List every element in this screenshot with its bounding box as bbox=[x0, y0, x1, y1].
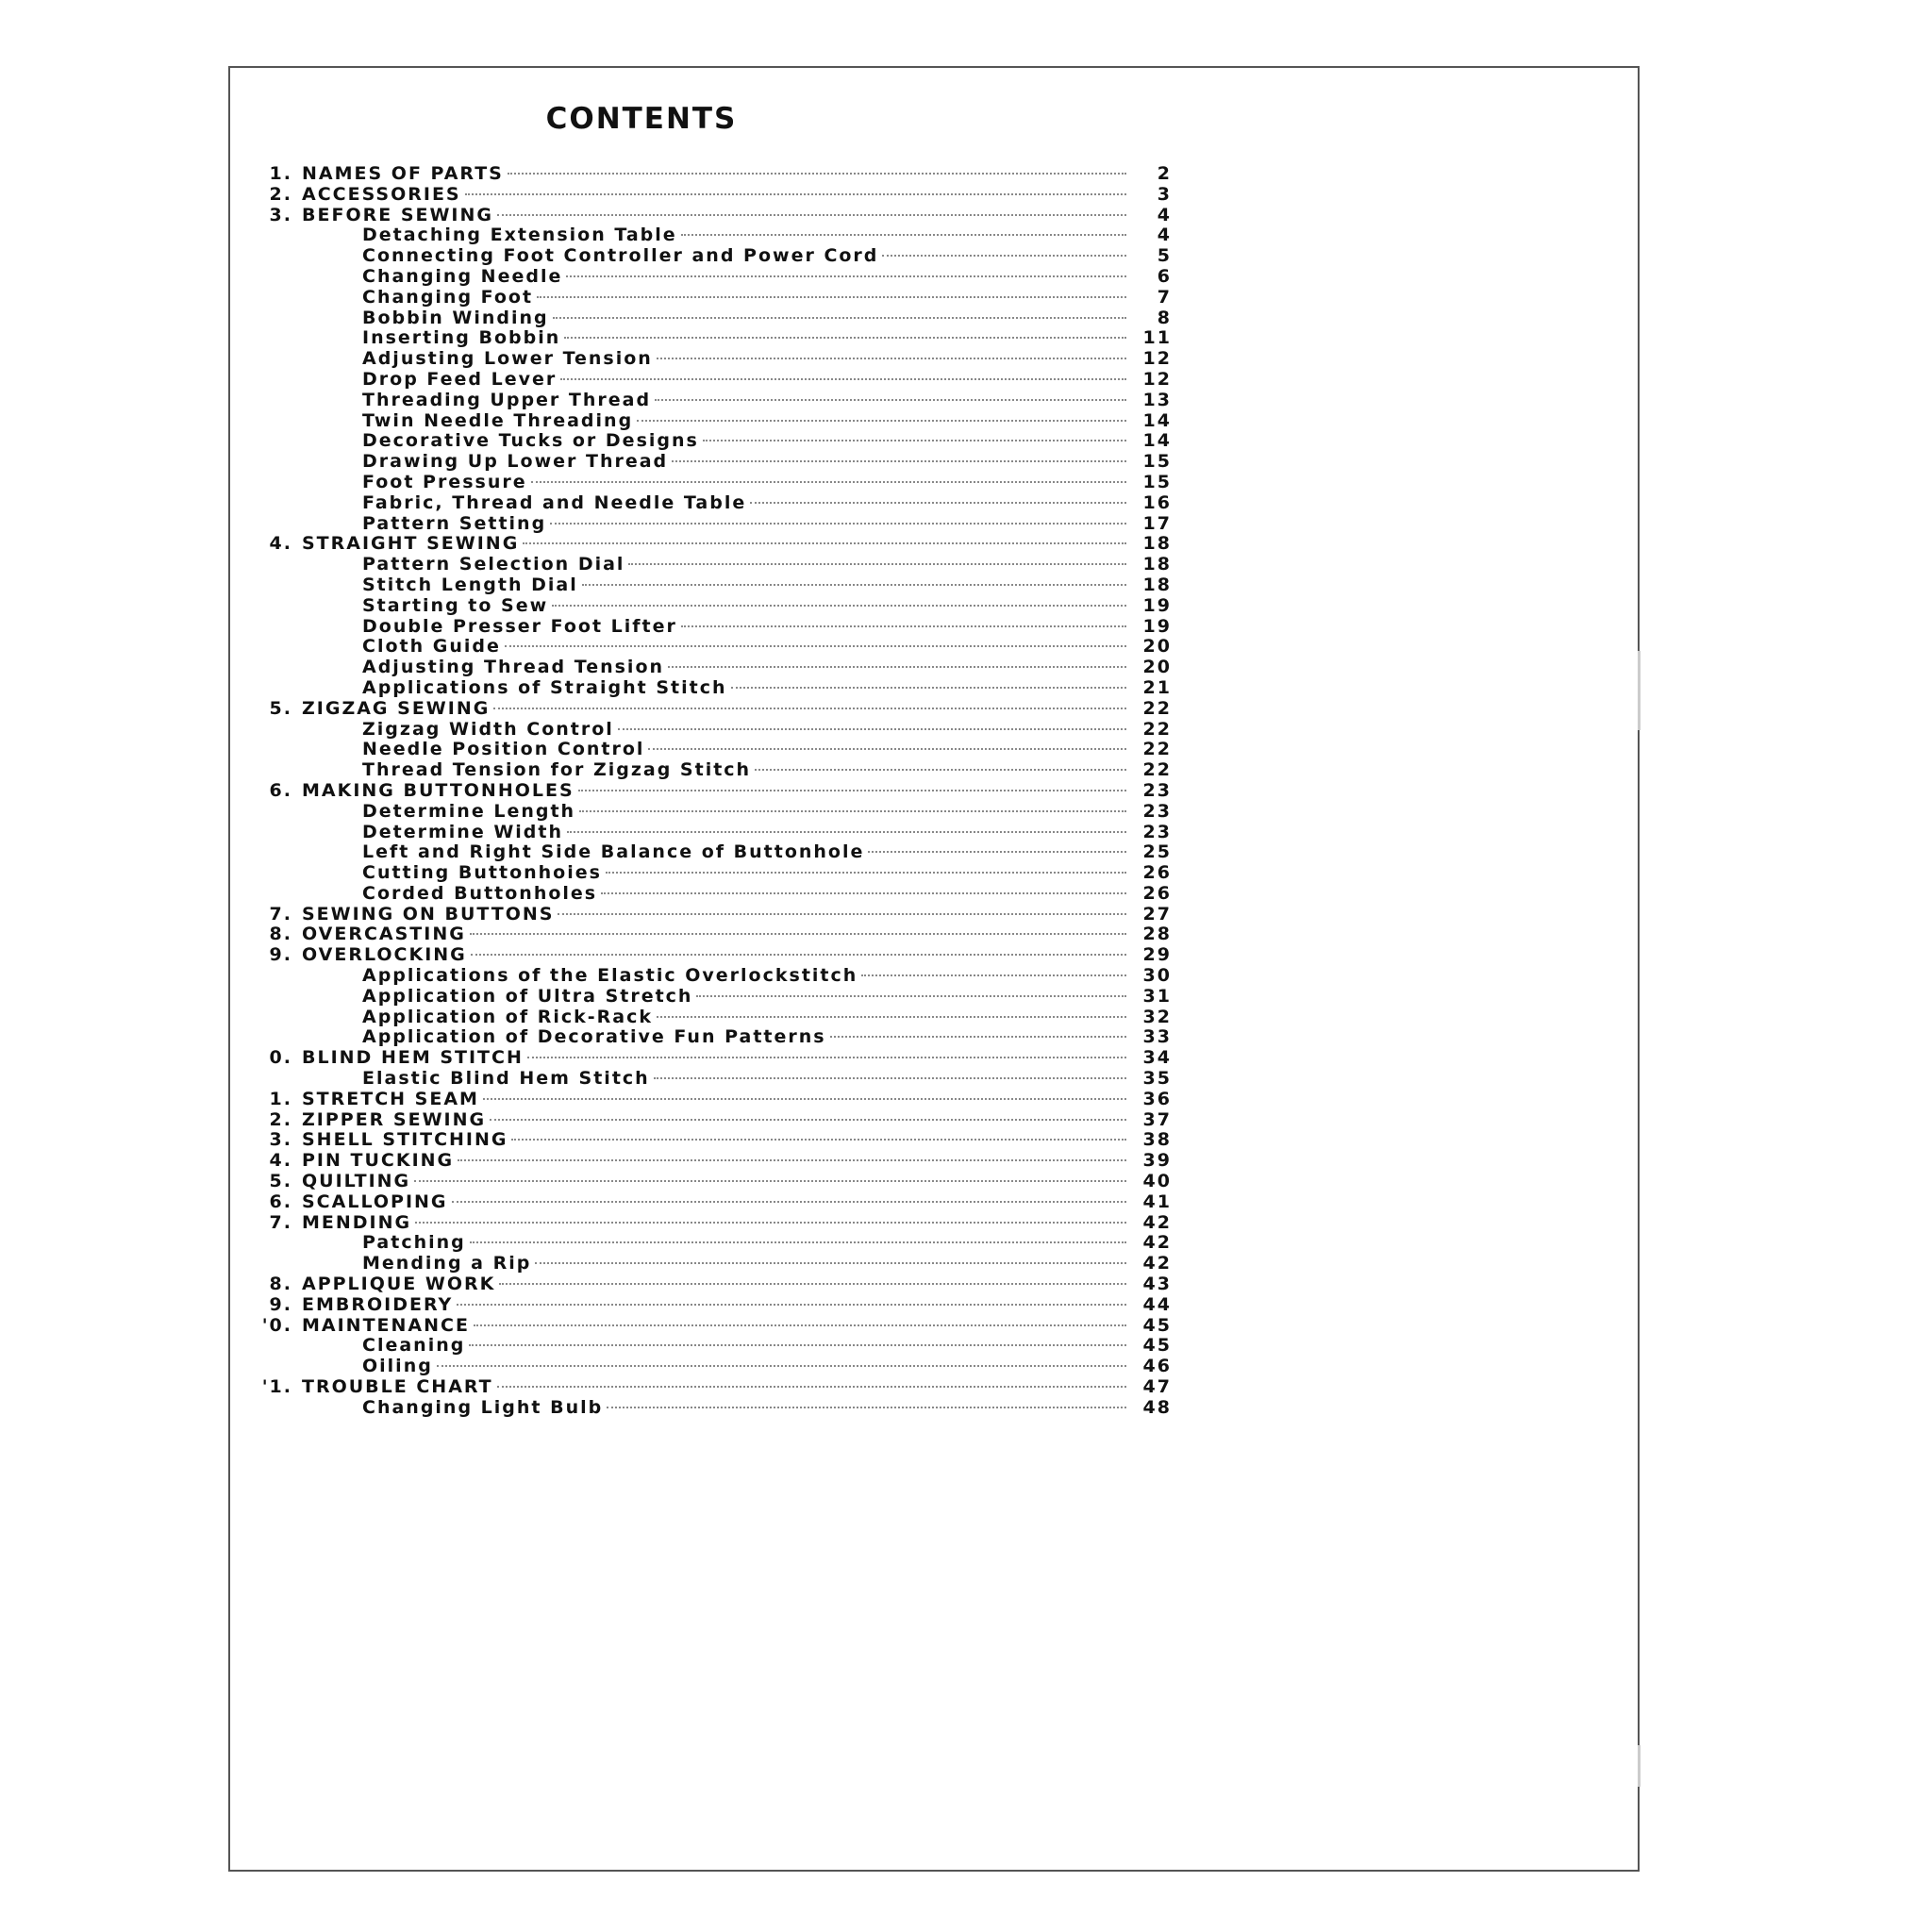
toc-subsection-row bbox=[255, 884, 1172, 905]
toc-page-number: 21 bbox=[1142, 676, 1172, 698]
toc-section-row bbox=[255, 1110, 1172, 1131]
toc-page-number: 20 bbox=[1142, 636, 1172, 658]
toc-section-row bbox=[255, 534, 1172, 555]
dot-leader bbox=[465, 193, 1126, 195]
dot-leader bbox=[696, 995, 1126, 997]
toc-page-number: 4 bbox=[1157, 225, 1172, 246]
toc-subsection-row bbox=[255, 842, 1172, 863]
toc-section-row bbox=[255, 699, 1172, 720]
dot-leader bbox=[657, 1016, 1126, 1018]
toc-page-number: 3 bbox=[1157, 183, 1172, 205]
toc-page-number: 47 bbox=[1142, 1376, 1172, 1398]
toc-subsection-row bbox=[255, 349, 1172, 370]
toc-section-number: 3. bbox=[269, 1129, 292, 1151]
toc-entry-label: Decorative Tucks or Designs bbox=[362, 430, 699, 452]
toc-page-number: 2 bbox=[1157, 163, 1172, 184]
dot-leader bbox=[637, 420, 1126, 422]
toc-page-number: 8 bbox=[1157, 307, 1172, 328]
toc-subsection-row bbox=[255, 1336, 1172, 1357]
toc-section-number: 1. bbox=[269, 1088, 292, 1109]
dot-leader bbox=[657, 358, 1126, 359]
toc-entry-label: OVERLOCKING bbox=[302, 944, 467, 966]
toc-page-number: 22 bbox=[1142, 697, 1172, 719]
dot-leader bbox=[553, 317, 1126, 319]
toc-section-number: '0. bbox=[261, 1314, 292, 1336]
toc-section-row bbox=[255, 1192, 1172, 1213]
toc-entry-label: Adjusting Lower Tension bbox=[362, 348, 653, 370]
toc-section-number: 0. bbox=[269, 1047, 292, 1069]
toc-page-number: 23 bbox=[1142, 821, 1172, 842]
toc-page-number: 7 bbox=[1157, 286, 1172, 308]
dot-leader bbox=[523, 542, 1126, 544]
toc-page-number: 42 bbox=[1142, 1232, 1172, 1254]
toc-page-number: 12 bbox=[1142, 368, 1172, 390]
dot-leader bbox=[437, 1365, 1126, 1367]
toc-entry-label: Application of Rick-Rack bbox=[362, 1006, 654, 1027]
toc-subsection-row bbox=[255, 411, 1172, 432]
toc-entry-label: Thread Tension for Zigzag Stitch bbox=[362, 759, 752, 781]
toc-entry-label: Applications of the Elastic Overlockstitch bbox=[362, 965, 858, 987]
toc-entry-label: Inserting Bobbin bbox=[362, 327, 561, 349]
dot-leader bbox=[648, 748, 1126, 750]
toc-entry-label: Determine Width bbox=[362, 821, 564, 842]
toc-page-number: 33 bbox=[1142, 1026, 1172, 1048]
toc-entry-label: Drawing Up Lower Thread bbox=[362, 451, 669, 473]
dot-leader bbox=[470, 1241, 1126, 1243]
toc-page-number: 16 bbox=[1142, 491, 1172, 513]
dot-leader bbox=[558, 913, 1126, 915]
toc-section-row bbox=[255, 1130, 1172, 1151]
toc-section-number: 5. bbox=[269, 1171, 292, 1192]
toc-entry-label: Determine Length bbox=[362, 800, 576, 822]
dot-leader bbox=[508, 173, 1126, 175]
toc-entry-label: MAKING BUTTONHOLES bbox=[302, 779, 575, 801]
dot-leader bbox=[414, 1180, 1126, 1182]
toc-subsection-row bbox=[255, 1357, 1172, 1377]
toc-page-number: 14 bbox=[1142, 430, 1172, 452]
dot-leader bbox=[452, 1201, 1126, 1203]
dot-leader bbox=[469, 1344, 1126, 1346]
toc-subsection-row bbox=[255, 966, 1172, 987]
toc-page-number: 44 bbox=[1142, 1293, 1172, 1315]
dot-leader bbox=[882, 255, 1126, 257]
toc-section-row bbox=[255, 924, 1172, 945]
toc-section-number: 8. bbox=[269, 924, 292, 945]
dot-leader bbox=[607, 1407, 1126, 1408]
toc-subsection-row bbox=[255, 370, 1172, 391]
toc-entry-label: ZIGZAG SEWING bbox=[302, 697, 491, 719]
toc-subsection-row bbox=[255, 740, 1172, 760]
toc-entry-label: PIN TUCKING bbox=[302, 1150, 455, 1172]
toc-entry-label: Bobbin Winding bbox=[362, 307, 549, 328]
toc-subsection-row bbox=[255, 760, 1172, 781]
toc-subsection-row bbox=[255, 1069, 1172, 1090]
toc-subsection-row bbox=[255, 514, 1172, 535]
dot-leader bbox=[550, 523, 1126, 525]
toc-subsection-row bbox=[255, 267, 1172, 288]
dot-leader bbox=[579, 810, 1126, 812]
toc-subsection-row bbox=[255, 987, 1172, 1008]
toc-entry-label: Mending a Rip bbox=[362, 1253, 532, 1274]
dot-leader bbox=[552, 605, 1126, 607]
toc-subsection-row bbox=[255, 617, 1172, 638]
toc-entry-label: Left and Right Side Balance of Buttonhole bbox=[362, 841, 865, 863]
dot-leader bbox=[731, 687, 1127, 689]
toc-page-number: 32 bbox=[1142, 1006, 1172, 1027]
toc-section-number: '1. bbox=[261, 1376, 292, 1398]
toc-page-number: 18 bbox=[1142, 554, 1172, 575]
toc-section-row bbox=[255, 1048, 1172, 1069]
toc-subsection-row bbox=[255, 225, 1172, 246]
dot-leader bbox=[505, 645, 1126, 647]
dot-leader bbox=[471, 954, 1126, 956]
toc-page-number: 35 bbox=[1142, 1068, 1172, 1090]
toc-page-number: 40 bbox=[1142, 1171, 1172, 1192]
toc-entry-label: EMBROIDERY bbox=[302, 1293, 454, 1315]
toc-page-number: 22 bbox=[1142, 759, 1172, 781]
toc-subsection-row bbox=[255, 431, 1172, 452]
toc-page-number: 31 bbox=[1142, 985, 1172, 1007]
toc-entry-label: Cutting Buttonhoies bbox=[362, 862, 602, 884]
toc-entry-label: Changing Needle bbox=[362, 265, 563, 287]
dot-leader bbox=[566, 275, 1126, 277]
toc-section-row bbox=[255, 164, 1172, 185]
toc-entry-label: Application of Ultra Stretch bbox=[362, 985, 693, 1007]
dot-leader bbox=[750, 502, 1126, 504]
toc-entry-label: Double Presser Foot Lifter bbox=[362, 615, 677, 637]
toc-page-number: 23 bbox=[1142, 800, 1172, 822]
toc-section-row bbox=[255, 206, 1172, 226]
toc-entry-label: Changing Light Bulb bbox=[362, 1396, 604, 1418]
toc-page-number: 6 bbox=[1157, 265, 1172, 287]
toc-subsection-row bbox=[255, 555, 1172, 575]
toc-subsection-row bbox=[255, 720, 1172, 741]
toc-section-row bbox=[255, 1377, 1172, 1398]
toc-subsection-row bbox=[255, 863, 1172, 884]
toc-subsection-row bbox=[255, 1008, 1172, 1028]
toc-page-number: 43 bbox=[1142, 1274, 1172, 1295]
toc-page-number: 25 bbox=[1142, 841, 1172, 863]
dot-leader bbox=[655, 399, 1126, 401]
toc-subsection-row bbox=[255, 391, 1172, 411]
dot-leader bbox=[537, 296, 1126, 298]
toc-subsection-row bbox=[255, 288, 1172, 308]
dot-leader bbox=[457, 1304, 1126, 1306]
toc-entry-label: Drop Feed Lever bbox=[362, 368, 558, 390]
dot-leader bbox=[755, 769, 1126, 771]
dot-leader bbox=[470, 933, 1126, 935]
toc-section-row bbox=[255, 185, 1172, 206]
toc-page-number: 30 bbox=[1142, 965, 1172, 987]
toc-entry-label: TROUBLE CHART bbox=[302, 1376, 493, 1398]
dot-leader bbox=[628, 563, 1126, 565]
toc-entry-label: Threading Upper Thread bbox=[362, 389, 652, 410]
dot-leader bbox=[511, 1139, 1126, 1141]
toc-subsection-row bbox=[255, 1027, 1172, 1048]
toc-section-row bbox=[255, 945, 1172, 966]
toc-section-number: 4. bbox=[269, 533, 292, 555]
toc-subsection-row bbox=[255, 493, 1172, 514]
toc-entry-label: Application of Decorative Fun Patterns bbox=[362, 1026, 826, 1048]
page-title: CONTENTS bbox=[545, 102, 738, 136]
dot-leader bbox=[560, 378, 1126, 380]
toc-entry-label: Pattern Setting bbox=[362, 512, 547, 534]
dot-leader bbox=[681, 234, 1126, 236]
toc-entry-label: STRAIGHT SEWING bbox=[302, 533, 520, 555]
dot-leader bbox=[668, 666, 1126, 668]
toc-subsection-row bbox=[255, 596, 1172, 617]
dot-leader bbox=[490, 1119, 1126, 1121]
toc-section-row bbox=[255, 905, 1172, 925]
toc-section-row bbox=[255, 1090, 1172, 1110]
toc-section-row bbox=[255, 1172, 1172, 1192]
toc-page-number: 41 bbox=[1142, 1191, 1172, 1212]
toc-section-row bbox=[255, 1213, 1172, 1234]
dot-leader bbox=[861, 974, 1126, 976]
dot-leader bbox=[531, 481, 1126, 483]
toc-entry-label: Connecting Foot Controller and Power Cord bbox=[362, 245, 879, 267]
toc-page-number: 38 bbox=[1142, 1129, 1172, 1151]
toc-page-number: 18 bbox=[1142, 533, 1172, 555]
dot-leader bbox=[606, 872, 1126, 874]
toc-subsection-row bbox=[255, 452, 1172, 473]
table-of-contents bbox=[255, 164, 1172, 1419]
toc-section-number: 1. bbox=[269, 163, 292, 184]
toc-entry-label: STRETCH SEAM bbox=[302, 1088, 479, 1109]
toc-page-number: 45 bbox=[1142, 1335, 1172, 1357]
toc-page-number: 46 bbox=[1142, 1356, 1172, 1377]
toc-section-row bbox=[255, 781, 1172, 802]
toc-section-number: 7. bbox=[269, 903, 292, 924]
dot-leader bbox=[497, 214, 1126, 216]
toc-page-number: 37 bbox=[1142, 1108, 1172, 1130]
toc-entry-label: Fabric, Thread and Needle Table bbox=[362, 491, 747, 513]
toc-section-number: 6. bbox=[269, 779, 292, 801]
toc-section-number: 6. bbox=[269, 1191, 292, 1212]
toc-entry-label: BEFORE SEWING bbox=[302, 204, 494, 225]
toc-page-number: 23 bbox=[1142, 779, 1172, 801]
toc-entry-label: BLIND HEM STITCH bbox=[302, 1047, 524, 1069]
toc-entry-label: Foot Pressure bbox=[362, 471, 527, 492]
dot-leader bbox=[703, 440, 1126, 441]
dot-leader bbox=[868, 851, 1126, 853]
dot-leader bbox=[535, 1262, 1126, 1264]
toc-subsection-row bbox=[255, 473, 1172, 493]
dot-leader bbox=[527, 1057, 1126, 1058]
toc-subsection-row bbox=[255, 658, 1172, 678]
dot-leader bbox=[601, 892, 1126, 894]
toc-entry-label: APPLIQUE WORK bbox=[302, 1274, 496, 1295]
toc-entry-label: MAINTENANCE bbox=[302, 1314, 470, 1336]
toc-entry-label: ACCESSORIES bbox=[302, 183, 461, 205]
dot-leader bbox=[672, 460, 1126, 462]
toc-section-number: 5. bbox=[269, 697, 292, 719]
toc-subsection-row bbox=[255, 1233, 1172, 1254]
dot-leader bbox=[681, 625, 1126, 627]
toc-entry-label: Twin Needle Threading bbox=[362, 409, 634, 431]
toc-page-number: 22 bbox=[1142, 718, 1172, 740]
toc-section-number: 4. bbox=[269, 1150, 292, 1172]
toc-section-row bbox=[255, 1274, 1172, 1295]
dot-leader bbox=[458, 1159, 1126, 1161]
toc-page-number: 15 bbox=[1142, 451, 1172, 473]
dot-leader bbox=[830, 1036, 1126, 1038]
toc-entry-label: Needle Position Control bbox=[362, 739, 645, 760]
toc-entry-label: Cleaning bbox=[362, 1335, 466, 1357]
toc-page-number: 5 bbox=[1157, 245, 1172, 267]
toc-page-number: 39 bbox=[1142, 1150, 1172, 1172]
toc-entry-label: Corded Buttonholes bbox=[362, 882, 598, 904]
toc-subsection-row bbox=[255, 1254, 1172, 1274]
toc-page-number: 28 bbox=[1142, 924, 1172, 945]
toc-section-number: 3. bbox=[269, 204, 292, 225]
toc-entry-label: Cloth Guide bbox=[362, 636, 501, 658]
toc-section-number: 2. bbox=[269, 183, 292, 205]
toc-page-number: 42 bbox=[1142, 1211, 1172, 1233]
toc-entry-label: SCALLOPING bbox=[302, 1191, 448, 1212]
dot-leader bbox=[483, 1098, 1126, 1100]
dot-leader bbox=[567, 831, 1126, 833]
dot-leader bbox=[493, 708, 1126, 709]
toc-entry-label: ZIPPER SEWING bbox=[302, 1108, 487, 1130]
toc-page-number: 13 bbox=[1142, 389, 1172, 410]
toc-page-number: 11 bbox=[1142, 327, 1172, 349]
toc-page-number: 36 bbox=[1142, 1088, 1172, 1109]
toc-entry-label: SHELL STITCHING bbox=[302, 1129, 508, 1151]
toc-entry-label: Elastic Blind Hem Stitch bbox=[362, 1068, 650, 1090]
toc-entry-label: QUILTING bbox=[302, 1171, 411, 1192]
toc-page-number: 26 bbox=[1142, 862, 1172, 884]
toc-section-row bbox=[255, 1295, 1172, 1316]
toc-page-number: 17 bbox=[1142, 512, 1172, 534]
toc-page-number: 29 bbox=[1142, 944, 1172, 966]
toc-entry-label: Stitch Length Dial bbox=[362, 574, 578, 595]
toc-page-number: 48 bbox=[1142, 1396, 1172, 1418]
page-edge-mark bbox=[1638, 1745, 1641, 1787]
toc-subsection-row bbox=[255, 328, 1172, 349]
toc-page-number: 27 bbox=[1142, 903, 1172, 924]
toc-page-number: 14 bbox=[1142, 409, 1172, 431]
toc-section-number: 2. bbox=[269, 1108, 292, 1130]
toc-entry-label: Zigzag Width Control bbox=[362, 718, 614, 740]
toc-subsection-row bbox=[255, 308, 1172, 329]
toc-entry-label: NAMES OF PARTS bbox=[302, 163, 504, 184]
toc-page-number: 15 bbox=[1142, 471, 1172, 492]
toc-page-number: 34 bbox=[1142, 1047, 1172, 1069]
toc-section-number: 9. bbox=[269, 1293, 292, 1315]
toc-subsection-row bbox=[255, 637, 1172, 658]
toc-page-number: 12 bbox=[1142, 348, 1172, 370]
dot-leader bbox=[578, 790, 1126, 791]
toc-entry-label: Starting to Sew bbox=[362, 594, 549, 616]
dot-leader bbox=[618, 728, 1126, 730]
toc-page-number: 19 bbox=[1142, 594, 1172, 616]
toc-section-number: 8. bbox=[269, 1274, 292, 1295]
dot-leader bbox=[415, 1222, 1126, 1224]
toc-entry-label: Changing Foot bbox=[362, 286, 534, 308]
toc-subsection-row bbox=[255, 575, 1172, 596]
dot-leader bbox=[564, 337, 1126, 339]
toc-entry-label: Applications of Straight Stitch bbox=[362, 676, 727, 698]
dot-leader bbox=[499, 1283, 1126, 1285]
toc-page-number: 18 bbox=[1142, 574, 1172, 595]
toc-entry-label: Patching bbox=[362, 1232, 466, 1254]
toc-entry-label: MENDING bbox=[302, 1211, 412, 1233]
toc-page-number: 45 bbox=[1142, 1314, 1172, 1336]
toc-page-number: 42 bbox=[1142, 1253, 1172, 1274]
toc-subsection-row bbox=[255, 823, 1172, 843]
toc-page-number: 4 bbox=[1157, 204, 1172, 225]
dot-leader bbox=[497, 1386, 1126, 1388]
toc-subsection-row bbox=[255, 678, 1172, 699]
toc-section-number: 9. bbox=[269, 944, 292, 966]
toc-page-number: 26 bbox=[1142, 882, 1172, 904]
page-edge-mark bbox=[1638, 651, 1641, 730]
toc-entry-label: Oiling bbox=[362, 1356, 433, 1377]
toc-page-number: 22 bbox=[1142, 739, 1172, 760]
toc-entry-label: OVERCASTING bbox=[302, 924, 466, 945]
toc-section-row bbox=[255, 1151, 1172, 1172]
toc-subsection-row bbox=[255, 1398, 1172, 1419]
toc-section-number: 7. bbox=[269, 1211, 292, 1233]
toc-entry-label: SEWING ON BUTTONS bbox=[302, 903, 555, 924]
dot-leader bbox=[582, 584, 1126, 586]
toc-subsection-row bbox=[255, 802, 1172, 823]
toc-entry-label: Detaching Extension Table bbox=[362, 225, 677, 246]
dot-leader bbox=[474, 1324, 1126, 1326]
toc-page-number: 20 bbox=[1142, 657, 1172, 678]
toc-page-number: 19 bbox=[1142, 615, 1172, 637]
toc-section-row bbox=[255, 1316, 1172, 1337]
toc-entry-label: Pattern Selection Dial bbox=[362, 554, 625, 575]
toc-subsection-row bbox=[255, 246, 1172, 267]
dot-leader bbox=[654, 1077, 1126, 1079]
toc-entry-label: Adjusting Thread Tension bbox=[362, 657, 665, 678]
